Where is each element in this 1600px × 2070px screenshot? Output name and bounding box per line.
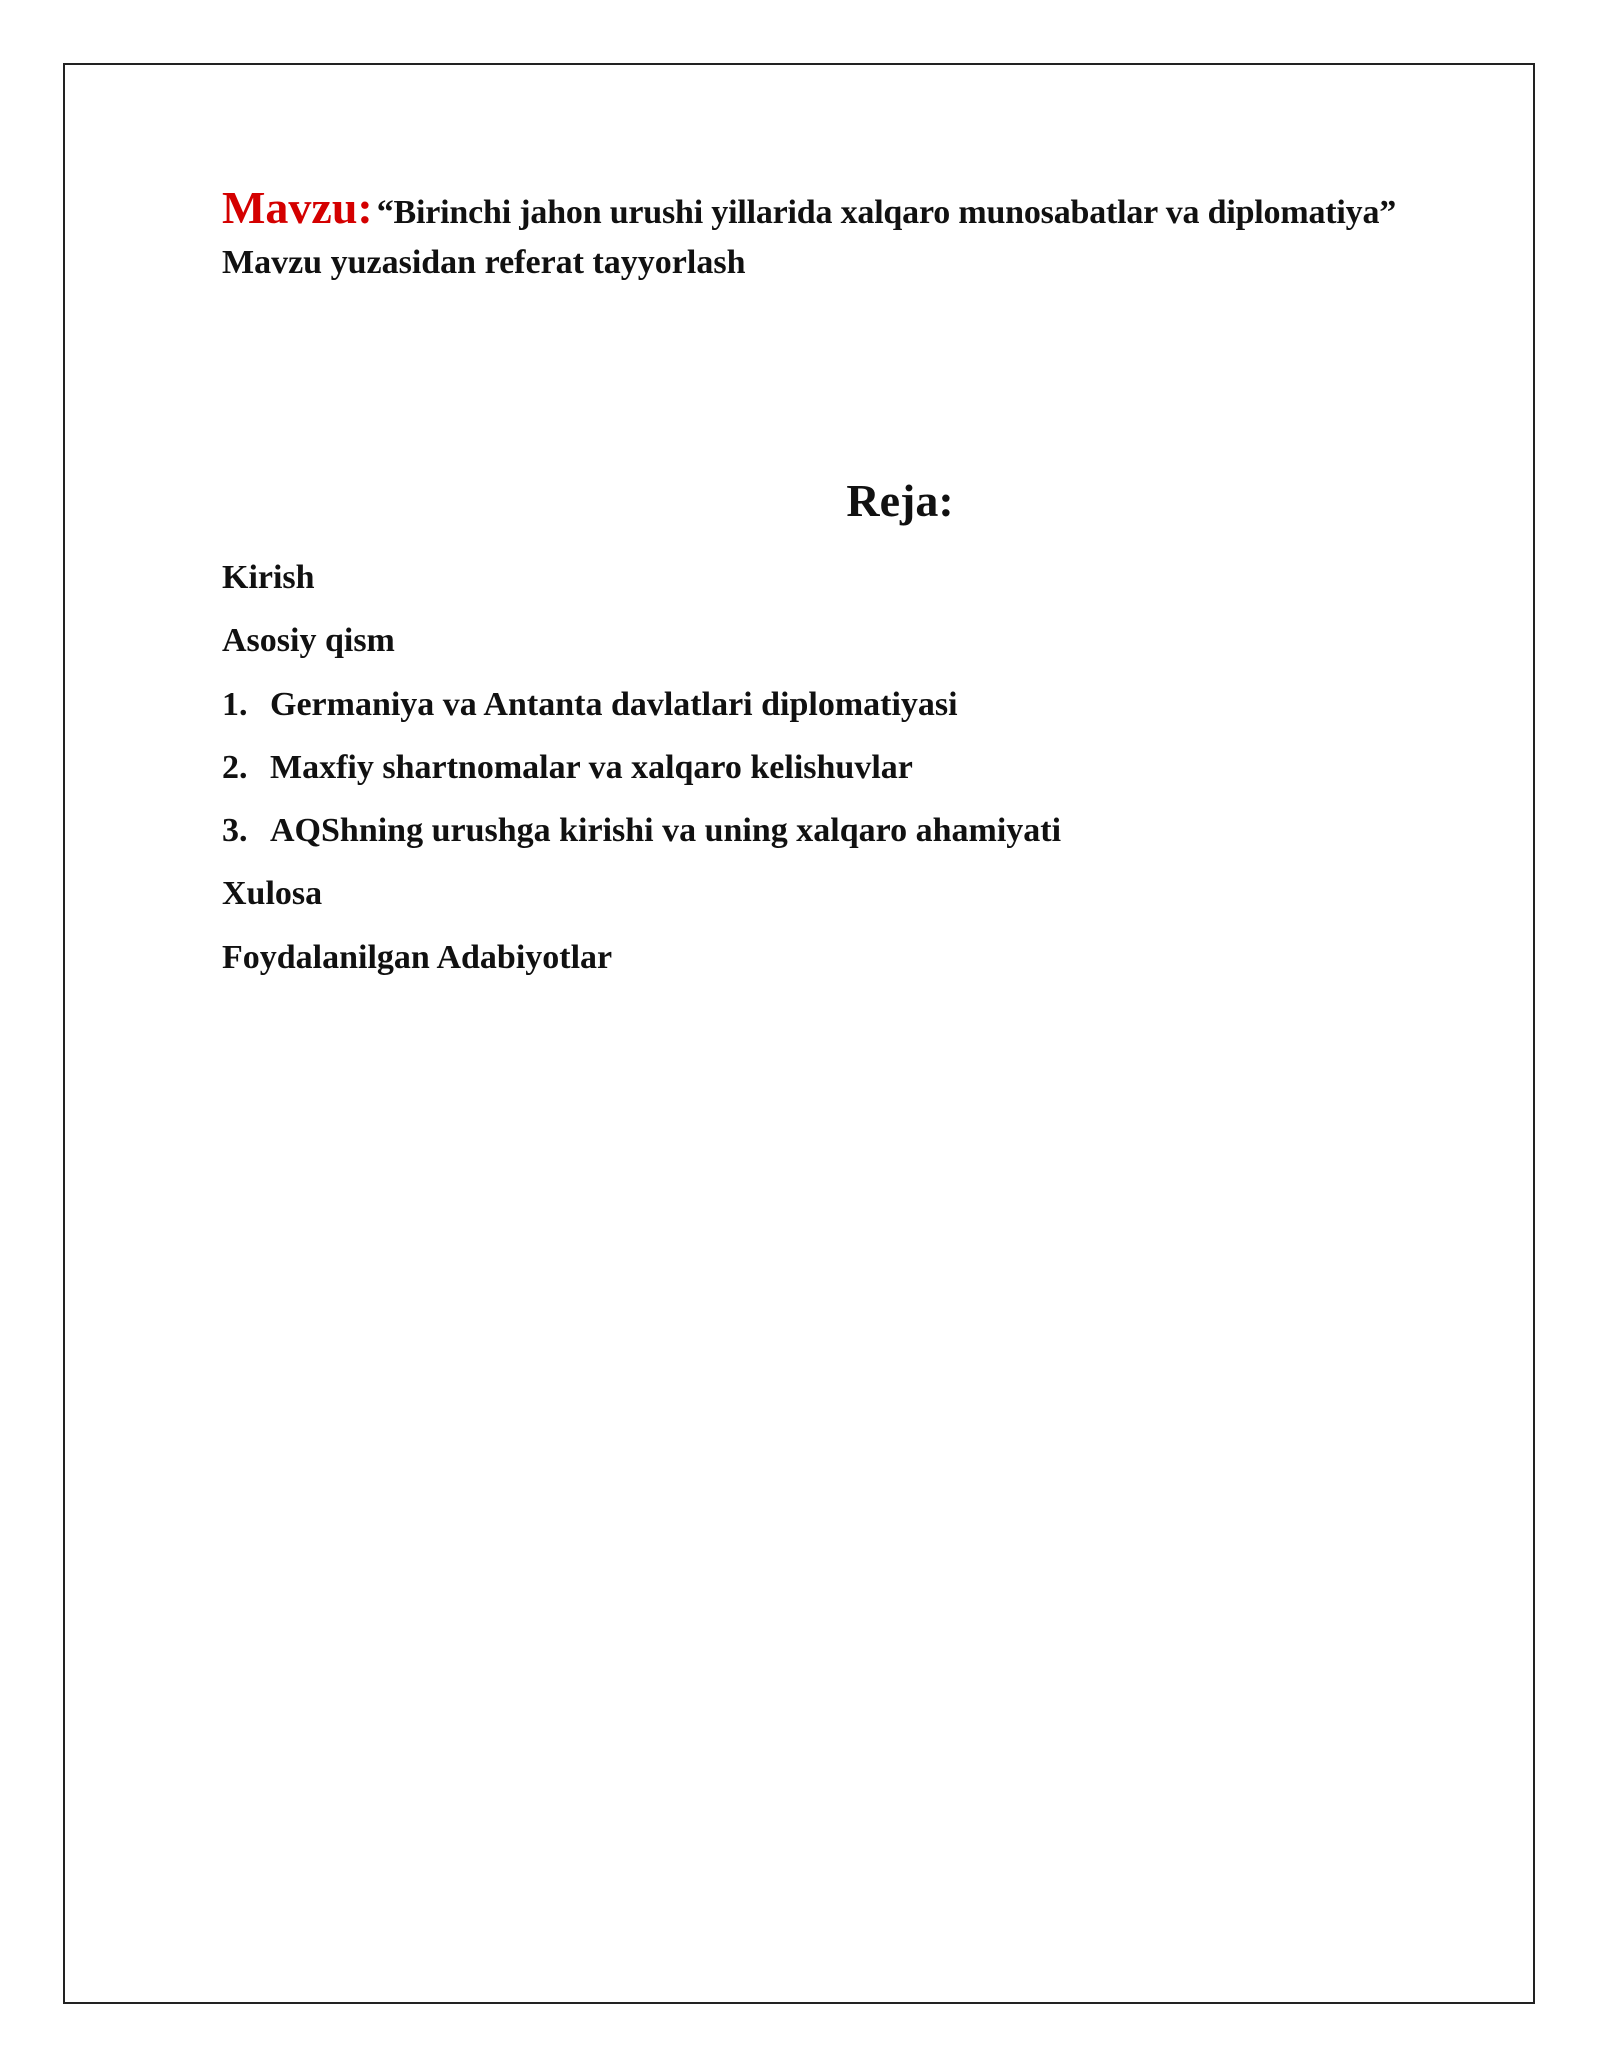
plan-item-main-part [222, 616, 1061, 679]
topic-subtitle: Mavzu yuzasidan referat tayyorlash [222, 244, 746, 281]
plan-item-conclusion [222, 869, 1061, 932]
plan-item-text: Foydalanilgan Adabiyotlar [222, 938, 613, 976]
topic-block [222, 182, 1512, 285]
plan-heading: Reja: [846, 475, 954, 526]
plan-item-text: Xulosa [222, 875, 323, 913]
plan-item-text: Germaniya va Antanta davlatlari diplomatiyasi [270, 685, 958, 723]
page-border [63, 63, 1535, 2004]
plan-item-intro [222, 553, 1061, 616]
plan-item-number: 1. [222, 685, 248, 723]
topic-title: “Birinchi jahon urushi yillarida xalqaro munosabatlar va diplomatiya” [376, 194, 1397, 231]
plan-item-text: Asosiy qism [222, 622, 395, 660]
plan-item-number: 3. [222, 812, 248, 850]
topic-line [222, 182, 1512, 241]
plan-item-text: Kirish [222, 559, 315, 596]
plan-item-2 [222, 743, 1061, 806]
plan-item-text: Maxfiy shartnomalar va xalqaro kelishuvlar [270, 748, 913, 786]
topic-label: Mavzu: [222, 182, 373, 233]
plan-item-number: 2. [222, 748, 248, 786]
plan-item-3 [222, 806, 1061, 869]
plan-list [222, 553, 1061, 996]
plan-item-text: AQShning urushga kirishi va uning xalqaro ahamiyati [270, 812, 1062, 850]
plan-item-1 [222, 680, 1061, 743]
plan-item-references [222, 933, 1061, 996]
